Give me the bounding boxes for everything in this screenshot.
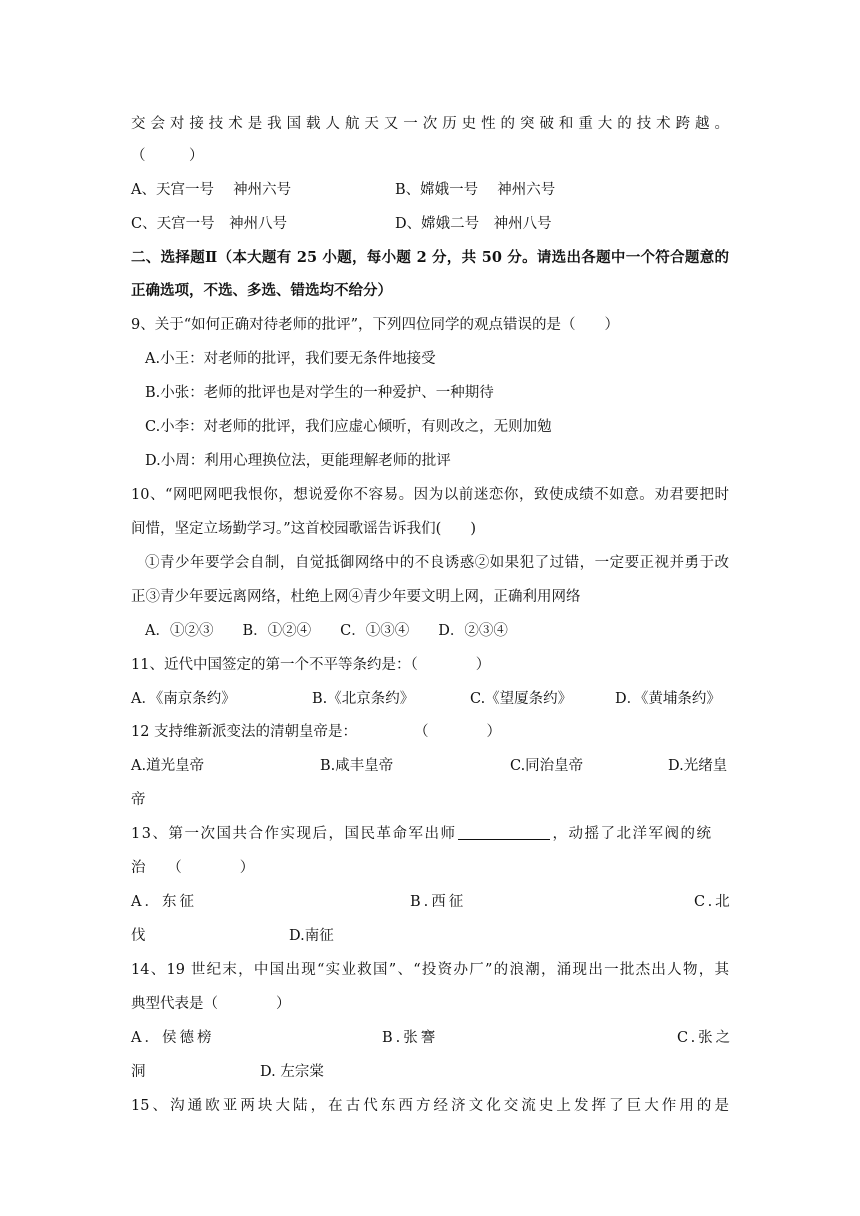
q8-answer-paren: （ ） [131, 148, 204, 164]
q10-statements-cont: 正③青少年要远离网络，杜绝上网④青少年要文明上网，正确利用网络 [131, 589, 581, 605]
q8-option-d: D、嫦娥二号 神州八号 [395, 216, 552, 232]
q12-option-c: C.同治皇帝 [510, 758, 584, 774]
q14-option-a: A．侯德榜 [131, 1030, 215, 1046]
q13-stem-cont: 治 （ ） [131, 860, 255, 876]
q11-stem: 11、近代中国签定的第一个不平等条约是：（ ） [131, 657, 491, 673]
q9-stem: 9、关于“如何正确对待老师的批评”，下列四位同学的观点错误的是（ ） [131, 317, 620, 333]
q13-option-c-wrap: 伐 [131, 928, 146, 944]
q14-stem-cont: 典型代表是（ ） [131, 996, 291, 1012]
q8-option-b: B、嫦娥一号 神州六号 [395, 182, 556, 198]
q13-option-b: B.西征 [410, 894, 467, 910]
q12-option-d: D.光绪皇 [668, 758, 728, 774]
q13-fill-blank [458, 824, 550, 840]
q11-option-d: D．《黄埔条约》 [615, 691, 721, 707]
q14-option-b: B.张謇 [382, 1030, 439, 1046]
q11-option-c: C.《望厦条约》 [470, 691, 573, 707]
q9-option-b: B.小张：老师的批评也是对学生的一种爱护、一种期待 [145, 385, 494, 401]
q9-option-d: D.小周：利用心理换位法，更能理解老师的批评 [145, 453, 451, 469]
q13-option-c: C.北 [694, 894, 733, 910]
q12-option-b: B.咸丰皇帝 [320, 758, 394, 774]
section-2-heading: 二、选择题Ⅱ（本大题有 25 小题，每小题 2 分，共 50 分。请选出各题中一个符合题意的 [131, 249, 729, 266]
q12-answer-paren: （ ） [414, 724, 501, 740]
q8-option-a: A、天宫一号 神州六号 [131, 182, 292, 198]
q13-stem-part2: ，动摇了北洋军阀的统 [552, 826, 713, 842]
q14-option-c-wrap: 洞 [131, 1064, 146, 1080]
q10-stem: 10、“网吧网吧我恨你，想说爱你不容易。因为以前迷恋你，致使成绩不如意。劝君要把时 [131, 487, 729, 503]
q8-option-c: C、天宫一号 神州八号 [131, 216, 288, 232]
q10-options: A．①②③ B．①②④ C．①③④ D．②③④ [145, 623, 508, 639]
q14-option-c: C.张之 [677, 1030, 734, 1046]
q12-option-d-wrap: 帝 [131, 792, 146, 808]
q10-stem-cont: 间惜，坚定立场勤学习。”这首校园歌谣告诉我们( ) [131, 521, 476, 537]
q10-statements: ①青少年要学会自制，自觉抵御网络中的不良诱惑②如果犯了过错，一定要正视并勇于改 [145, 555, 729, 571]
q14-option-d: D. 左宗棠 [260, 1064, 324, 1080]
q14-stem: 14、19 世纪末，中国出现“实业救国”、“投资办厂”的浪潮，涌现出一批杰出人物，其 [131, 962, 729, 978]
q13-option-a: A．东征 [131, 894, 197, 910]
q13-stem-part1: 13、第一次国共合作实现后，国民革命军出师 [131, 826, 457, 842]
q13-stem [131, 824, 729, 844]
q13-option-d: D.南征 [289, 928, 334, 944]
section-2-heading-cont: 正确选项，不选、多选、错选均不给分） [131, 282, 392, 299]
q11-option-a: A．《南京条约》 [131, 691, 236, 707]
q11-option-b: B.《北京条约》 [312, 691, 415, 707]
q8-stem-tail: 交会对接技术是我国载人航天又一次历史性的突破和重大的技术跨越。 [131, 116, 729, 132]
q12-option-a: A.道光皇帝 [131, 758, 205, 774]
q9-option-a: A.小王：对老师的批评，我们要无条件地接受 [145, 351, 436, 367]
q9-option-c: C.小李：对老师的批评，我们应虚心倾听，有则改之，无则加勉 [145, 419, 552, 435]
q12-stem: 12 支持维新派变法的清朝皇帝是： [131, 724, 358, 740]
q15-stem: 15、沟通欧亚两块大陆，在古代东西方经济文化交流史上发挥了巨大作用的是 [131, 1098, 729, 1114]
